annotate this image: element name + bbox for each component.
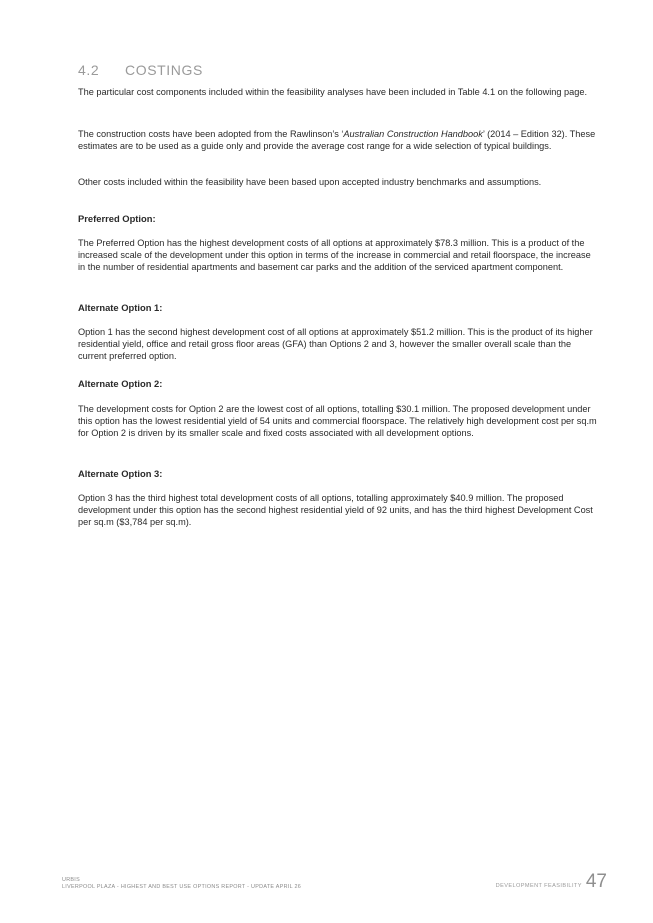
option-1-text: Option 1 has the second highest development cost of all options at approximately $51.2 million. This is the product of its higher residential yield, office and retail gross floor areas (GFA) than Options 2 and 3, however the smaller overall scale than the current preferred option.	[78, 327, 593, 362]
section-heading	[78, 62, 203, 78]
option-3-heading: Alternate Option 3:	[78, 468, 163, 479]
footer-company: URBIS	[62, 877, 80, 883]
footer-right	[496, 872, 607, 891]
intro-paragraph-2	[78, 128, 598, 152]
intro-p2-text-after: ’ (2014 – Edition 32). These estimates are to be used as a guide only and provide the average cost range for a wide selection of typical buildings.	[78, 129, 596, 152]
page-number: 47	[585, 871, 607, 892]
footer-section-name: DEVELOPMENT FEASIBILITY	[495, 883, 582, 889]
intro-paragraph-1: The particular cost components included within the feasibility analyses have been included in Table 4.1 on the following page.	[78, 87, 588, 97]
option-3-text: Option 3 has the third highest total development costs of all options, totalling approximately $40.9 million. The proposed development under this option has the second highest residential yield of 92 units, and has the third highest Development Cost per sq.m ($3,784 per sq.m).	[78, 493, 593, 528]
section-title: COSTINGS	[125, 62, 203, 78]
option-2-text: The development costs for Option 2 are the lowest cost of all options, totalling $30.1 million. The proposed development under this option has the lowest residential yield of 54 units and commercial floorspace. The relatively high development cost per sq.m for Option 2 is driven by its smaller scale and fixed costs associated with all development options.	[78, 404, 597, 439]
preferred-option-text: The Preferred Option has the highest development costs of all options at approximately $78.3 million. This is a product of the increased scale of the development under this option in terms of the increase in commercial and retail floorspace, the increase in the number of residential apartments and basement car parks and the addition of the serviced apartment component.	[78, 238, 591, 273]
option-1-heading: Alternate Option 1:	[78, 302, 163, 313]
preferred-option-heading: Preferred Option:	[78, 213, 156, 224]
section-number: 4.2	[78, 62, 100, 78]
footer-report-title: LIVERPOOL PLAZA - HIGHEST AND BEST USE OPTIONS REPORT - UPDATE APRIL 26	[62, 884, 302, 890]
intro-paragraph-3: Other costs included within the feasibility have been based upon accepted industry benchmarks and assumptions.	[78, 177, 542, 187]
footer-left	[62, 877, 301, 891]
option-2-heading: Alternate Option 2:	[78, 378, 163, 389]
handbook-title: Australian Construction Handbook	[343, 129, 483, 139]
intro-p2-text-before: The construction costs have been adopted from the Rawlinson’s ‘	[78, 129, 344, 139]
